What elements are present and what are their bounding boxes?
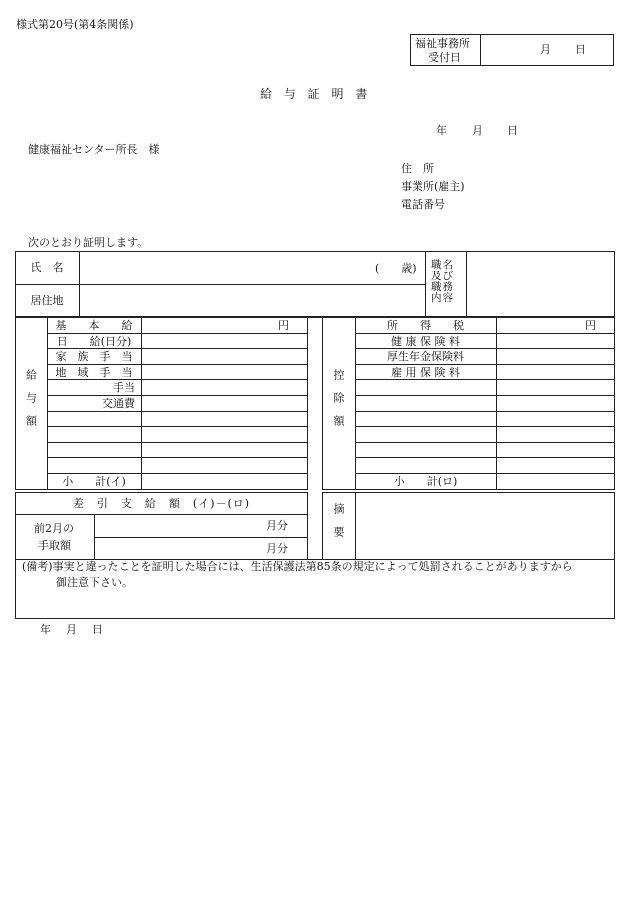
salary-item-label: 基 本 給 <box>55 318 133 332</box>
issuer-employer-label: 事業所(雇主) <box>401 180 465 193</box>
note-line-2: 御注意下さい。 <box>56 576 133 589</box>
salary-section-label: 給与額 <box>24 369 38 438</box>
receipt-office-label: 福祉事務所 <box>415 37 470 50</box>
issuer-phone-label: 電話番号 <box>401 198 445 211</box>
salary-item-label: 手当 <box>113 380 135 394</box>
residence-label: 居住地 <box>30 294 64 307</box>
remarks-label: 摘要 <box>332 503 345 549</box>
salary-item-label: 日 給(日分) <box>56 334 132 348</box>
deduction-item-label: 雇 用 保 険 料 <box>391 365 460 379</box>
salary-item-label <box>47 411 141 427</box>
intro-text: 次のとおり証明します。 <box>28 236 149 249</box>
deduction-item-label: 小 計(ロ) <box>393 474 458 488</box>
footer-date: 年 月 日 <box>40 623 105 636</box>
deduction-item-label: 厚生年金保険料 <box>387 349 464 363</box>
deduction-item-label <box>355 395 496 411</box>
deduction-item-label <box>355 411 496 427</box>
addressee: 健康福祉センター所長 様 <box>28 143 160 156</box>
deduction-unit: 円 <box>585 318 596 332</box>
job-label: 職名及び職務内容 <box>431 259 454 304</box>
deduction-item-label <box>355 379 496 395</box>
net-pay-label: 差 引 支 給 額 (イ)－(ロ) <box>72 496 251 510</box>
prev-net-label-1: 前2月の <box>34 522 74 535</box>
prev-net-label-2: 手取額 <box>38 539 71 552</box>
deduction-item-label: 健 康 保 険 料 <box>391 334 460 348</box>
name-label: 氏 名 <box>30 261 64 274</box>
salary-item-label: 交通費 <box>102 396 135 410</box>
month-unit-1: 月分 <box>266 519 288 532</box>
deduction-item-label: 所 得 税 <box>387 318 464 332</box>
date-year: 年 <box>436 124 447 137</box>
deduction-section-label: 控除額 <box>332 369 345 438</box>
remarks-box <box>322 492 615 560</box>
receipt-month: 月 <box>540 43 551 56</box>
document-title: 給 与 証 明 書 <box>260 87 372 101</box>
receipt-day: 日 <box>575 43 586 56</box>
form-number: 様式第20号(第4条関係) <box>16 18 134 31</box>
salary-item-label <box>47 442 141 458</box>
deduction-item-label <box>355 442 496 458</box>
month-unit-2: 月分 <box>266 542 288 555</box>
salary-item-label <box>47 426 141 442</box>
salary-item-label: 地 域 手 当 <box>55 365 133 379</box>
receipt-date-label: 受付日 <box>428 51 461 64</box>
salary-item-label <box>47 457 141 473</box>
deduction-item-label <box>355 426 496 442</box>
deduction-item-label <box>355 457 496 473</box>
age-label: ( 歳) <box>375 262 417 275</box>
note-line-1: (備考)事実と違ったことを証明した場合には、生活保護法第85条の規定によって処罰されることがありますから <box>22 560 573 573</box>
date-day: 日 <box>507 124 518 137</box>
salary-item-label: 小 計(イ) <box>62 474 126 488</box>
salary-unit: 円 <box>278 318 289 332</box>
salary-item-label: 家 族 手 当 <box>55 349 133 363</box>
date-month: 月 <box>472 124 483 137</box>
issuer-address-label: 住 所 <box>401 162 434 175</box>
